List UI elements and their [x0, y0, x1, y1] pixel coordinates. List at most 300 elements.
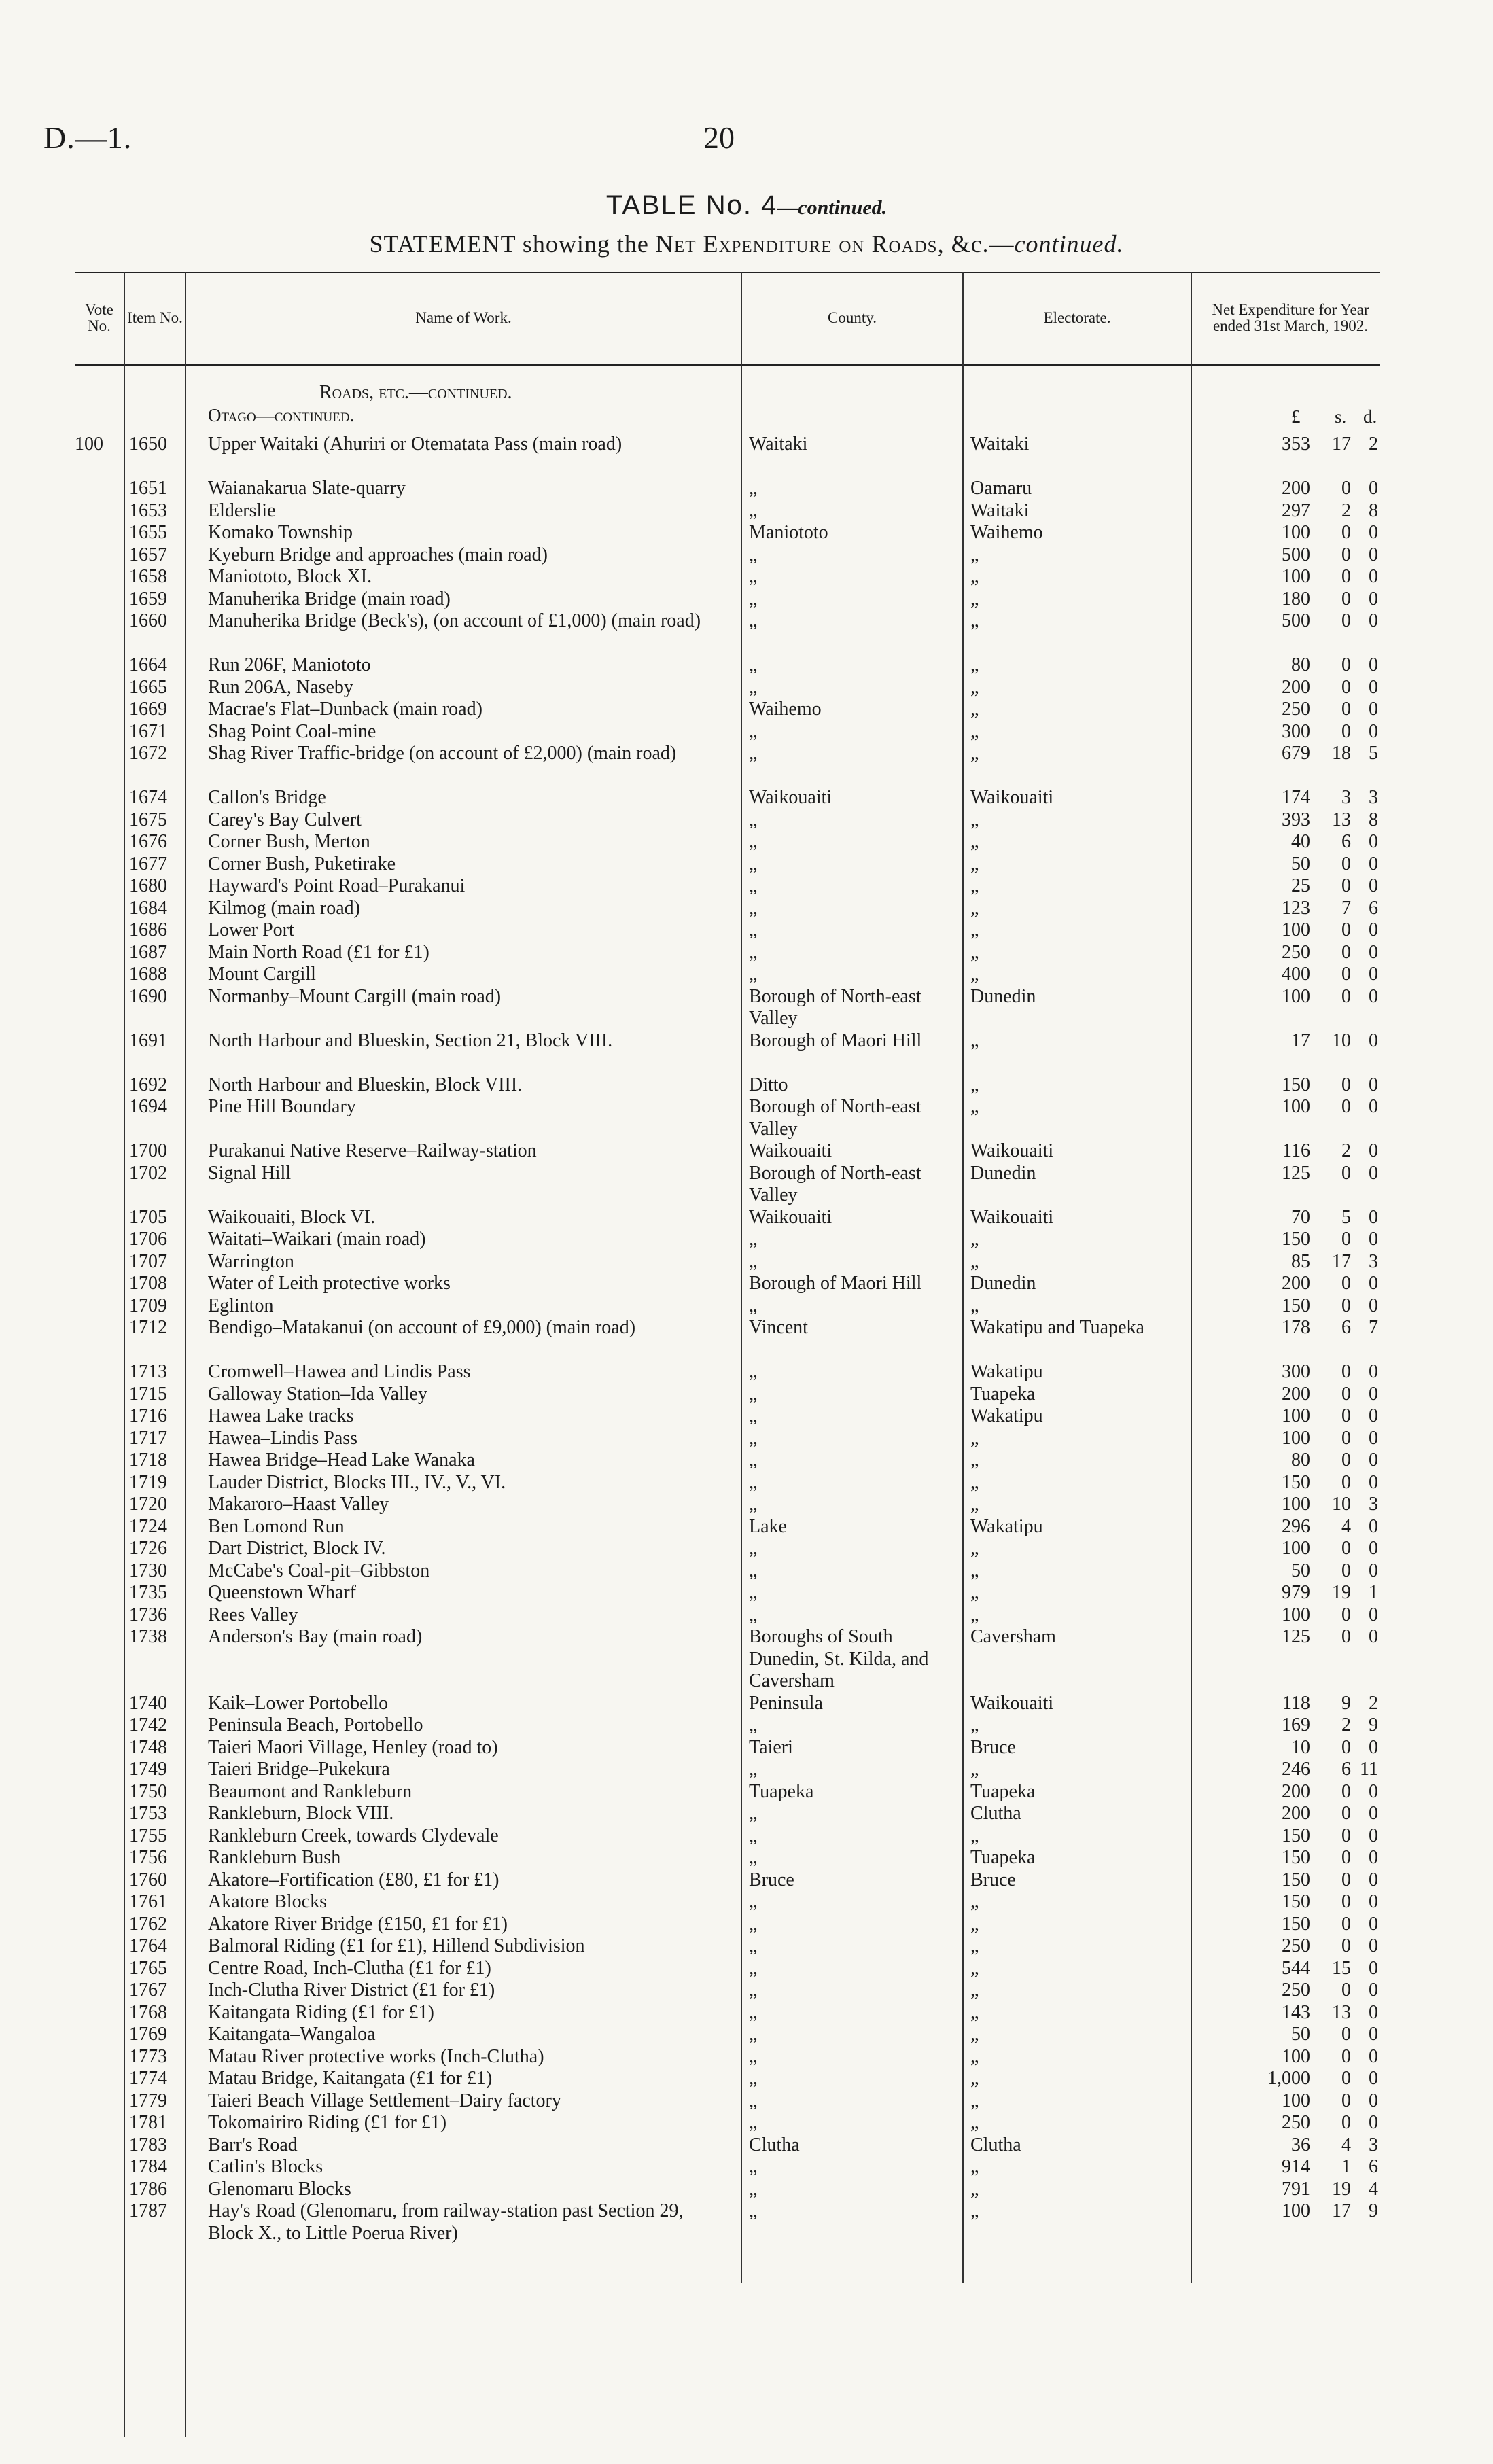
shillings-cell: 0	[1341, 1449, 1351, 1471]
electorate-cell: „	[970, 676, 979, 698]
pence-cell: 5	[1369, 743, 1378, 764]
item-number-cell: 1664	[129, 654, 167, 675]
electorate-cell: „	[970, 1714, 979, 1736]
shillings-cell: 0	[1341, 985, 1351, 1007]
shillings-cell: 2	[1341, 499, 1351, 521]
work-name-cell: Taieri Beach Village Settlement–Dairy factory	[208, 2090, 561, 2111]
subtitle-continued: continued.	[1014, 230, 1124, 258]
pence-cell: 0	[1369, 1229, 1378, 1250]
electorate-cell: Dunedin	[970, 1162, 1036, 1184]
item-number-cell: 1773	[129, 2045, 167, 2067]
shillings-cell: 0	[1341, 522, 1351, 543]
electorate-cell: „	[970, 610, 979, 631]
work-name-cell: Dart District, Block IV.	[208, 1538, 386, 1559]
work-name-cell: Mount Cargill	[208, 964, 316, 985]
work-name-cell: Makaroro–Haast Valley	[208, 1494, 389, 1515]
table-row	[0, 1693, 1493, 1715]
table-row	[0, 853, 1493, 876]
work-name-cell: McCabe's Coal-pit–Gibbston	[208, 1560, 430, 1581]
county-cell: „	[749, 1560, 758, 1581]
table-header-rule	[75, 364, 1380, 366]
table-row	[0, 677, 1493, 699]
table-row	[0, 1737, 1493, 1759]
electorate-cell: „	[970, 1471, 979, 1493]
pounds-cell: 500	[1282, 544, 1310, 565]
pence-heading: d.	[1363, 406, 1377, 427]
pounds-cell: 25	[1291, 875, 1310, 896]
shillings-cell: 0	[1341, 588, 1351, 610]
county-cell: „	[749, 2112, 758, 2133]
pounds-cell: 297	[1282, 499, 1310, 521]
work-name-cell: Hay's Road (Glenomaru, from railway-station past Section 29, Block X., to Little Poerua River)	[208, 2200, 684, 2244]
electorate-cell: Waitaki	[970, 434, 1030, 455]
item-number-cell: 1655	[129, 522, 167, 543]
work-name-cell: Waianakarua Slate-quarry	[208, 478, 406, 499]
work-name-cell: Waikouaiti, Block VI.	[208, 1206, 376, 1228]
shillings-heading: s.	[1335, 406, 1347, 427]
electorate-cell: Caversham	[970, 1626, 1056, 1647]
work-name-cell: Run 206F, Maniototo	[208, 654, 371, 675]
pounds-cell: 150	[1282, 1869, 1310, 1890]
item-number-cell: 1650	[129, 434, 167, 455]
item-number-cell: 1702	[129, 1162, 167, 1184]
item-number-cell: 1653	[129, 499, 167, 521]
county-cell: „	[749, 743, 758, 764]
item-number-cell: 1769	[129, 2024, 167, 2045]
work-name-cell: Akatore Blocks	[208, 1891, 327, 1912]
electorate-cell: „	[970, 941, 979, 963]
county-cell: „	[749, 919, 758, 940]
item-number-cell: 1705	[129, 1206, 167, 1228]
county-cell: „	[749, 2178, 758, 2200]
county-cell: Peninsula	[749, 1692, 823, 1714]
pence-cell: 0	[1369, 1427, 1378, 1449]
shillings-cell: 0	[1341, 1736, 1351, 1758]
pence-cell: 0	[1369, 1029, 1378, 1051]
work-name-cell: Manuherika Bridge (Beck's), (on account of £1,000) (main road)	[208, 610, 701, 631]
table-row	[0, 1096, 1493, 1140]
county-cell: „	[749, 2024, 758, 2045]
item-number-cell: 1717	[129, 1427, 167, 1449]
pounds-cell: 180	[1282, 588, 1310, 610]
item-number-cell: 1726	[129, 1538, 167, 1559]
pounds-cell: 679	[1282, 743, 1310, 764]
pence-cell: 0	[1369, 566, 1378, 587]
table-row	[0, 1030, 1493, 1074]
pence-cell: 0	[1369, 588, 1378, 610]
work-name-cell: Barr's Road	[208, 2134, 298, 2155]
shillings-cell: 0	[1341, 1427, 1351, 1449]
table-row	[0, 1428, 1493, 1450]
item-number-cell: 1684	[129, 897, 167, 919]
item-number-cell: 1677	[129, 853, 167, 875]
shillings-cell: 0	[1341, 1096, 1351, 1117]
item-number-cell: 1765	[129, 1957, 167, 1979]
electorate-cell: „	[970, 1295, 979, 1316]
shillings-cell: 0	[1341, 1273, 1351, 1294]
table-row	[0, 2200, 1493, 2245]
table-row	[0, 721, 1493, 743]
pounds-cell: 100	[1282, 2200, 1310, 2221]
item-number-cell: 1720	[129, 1494, 167, 1515]
county-cell: „	[749, 831, 758, 852]
table-row	[0, 1869, 1493, 1892]
table-row	[0, 1538, 1493, 1560]
pounds-cell: 80	[1291, 654, 1310, 675]
pounds-cell: 125	[1282, 1162, 1310, 1184]
electorate-cell: „	[970, 1979, 979, 2001]
pence-cell: 0	[1369, 1604, 1378, 1625]
electorate-cell: Wakatipu	[970, 1515, 1043, 1537]
table-row	[0, 1384, 1493, 1406]
pounds-cell: 200	[1282, 676, 1310, 698]
item-number-cell: 1687	[129, 941, 167, 963]
work-name-cell: Manuherika Bridge (main road)	[208, 588, 451, 610]
table-row	[0, 875, 1493, 898]
pounds-cell: 118	[1282, 1692, 1310, 1714]
item-number-cell: 1786	[129, 2178, 167, 2200]
county-cell: Waihemo	[749, 699, 822, 720]
electorate-cell: Dunedin	[970, 1273, 1036, 1294]
county-cell: „	[749, 610, 758, 631]
shillings-cell: 17	[1332, 2200, 1351, 2221]
shillings-cell: 0	[1341, 1979, 1351, 2001]
pence-cell: 0	[1369, 720, 1378, 742]
shillings-cell: 0	[1341, 2024, 1351, 2045]
shillings-cell: 4	[1341, 2134, 1351, 2155]
shillings-cell: 13	[1332, 809, 1351, 830]
work-name-cell: Waitati–Waikari (main road)	[208, 1229, 426, 1250]
table-row	[0, 2046, 1493, 2069]
table-row	[0, 1803, 1493, 1825]
work-name-cell: Beaumont and Rankleburn	[208, 1780, 412, 1802]
work-name-cell: Purakanui Native Reserve–Railway-station	[208, 1140, 537, 1161]
pence-cell: 2	[1369, 434, 1378, 455]
pounds-cell: 296	[1282, 1515, 1310, 1537]
item-number-cell: 1707	[129, 1250, 167, 1272]
table-row	[0, 1935, 1493, 1958]
pence-cell: 0	[1369, 1780, 1378, 1802]
item-number-cell: 1716	[129, 1405, 167, 1426]
col-header-name: Name of Work.	[415, 309, 512, 326]
pence-cell: 0	[1369, 1295, 1378, 1316]
shillings-cell: 0	[1341, 1560, 1351, 1581]
table-row	[0, 478, 1493, 500]
work-name-cell: Cromwell–Hawea and Lindis Pass	[208, 1361, 471, 1382]
pence-cell: 3	[1369, 1250, 1378, 1272]
item-number-cell: 1783	[129, 2134, 167, 2155]
table-row	[0, 1759, 1493, 1781]
work-name-cell: Catlin's Blocks	[208, 2156, 323, 2177]
shillings-cell: 0	[1341, 941, 1351, 963]
item-number-cell: 1665	[129, 676, 167, 698]
county-cell: „	[749, 1803, 758, 1824]
pence-cell: 0	[1369, 1074, 1378, 1095]
pence-cell: 0	[1369, 964, 1378, 985]
item-number-cell: 1671	[129, 720, 167, 742]
shillings-cell: 0	[1341, 2068, 1351, 2089]
table-row	[0, 1207, 1493, 1229]
county-cell: „	[749, 1538, 758, 1559]
table-row	[0, 1449, 1493, 1472]
work-name-cell: Komako Township	[208, 522, 353, 543]
county-cell: Ditto	[749, 1074, 788, 1095]
pounds-cell: 100	[1282, 566, 1310, 587]
table-row	[0, 1582, 1493, 1604]
work-name-cell: Rankleburn Creek, towards Clydevale	[208, 1825, 499, 1846]
pounds-cell: 150	[1282, 1295, 1310, 1316]
county-cell: „	[749, 853, 758, 875]
work-name-cell: Kyeburn Bridge and approaches (main road)	[208, 544, 548, 565]
county-cell: „	[749, 1714, 758, 1736]
pence-cell: 0	[1369, 1979, 1378, 2001]
work-name-cell: North Harbour and Blueskin, Block VIII.	[208, 1074, 523, 1095]
item-number-cell: 1660	[129, 610, 167, 631]
pounds-cell: 250	[1282, 2112, 1310, 2133]
region-heading: Otago—continued.	[208, 405, 355, 425]
item-number-cell: 1675	[129, 809, 167, 830]
work-name-cell: Signal Hill	[208, 1162, 292, 1184]
shillings-cell: 0	[1341, 1803, 1351, 1824]
table-row	[0, 1958, 1493, 1980]
pence-cell: 8	[1369, 499, 1378, 521]
item-number-cell: 1669	[129, 699, 167, 720]
county-cell: „	[749, 1229, 758, 1250]
county-cell: „	[749, 1449, 758, 1471]
pounds-cell: 150	[1282, 1074, 1310, 1095]
table-row	[0, 2156, 1493, 2179]
shillings-cell: 0	[1341, 1295, 1351, 1316]
electorate-cell: „	[970, 566, 979, 587]
pence-cell: 3	[1369, 787, 1378, 808]
work-name-cell: Tokomairiro Riding (£1 for £1)	[208, 2112, 447, 2133]
work-name-cell: Hawea–Lindis Pass	[208, 1427, 358, 1449]
pounds-cell: 979	[1282, 1582, 1310, 1603]
county-cell: „	[749, 1405, 758, 1426]
pence-cell: 0	[1369, 875, 1378, 896]
county-cell: Vincent	[749, 1317, 808, 1338]
pence-cell: 0	[1369, 1383, 1378, 1405]
item-number-cell: 1659	[129, 588, 167, 610]
electorate-cell: „	[970, 2045, 979, 2067]
work-name-cell: Inch-Clutha River District (£1 for £1)	[208, 1979, 495, 2001]
item-number-cell: 1784	[129, 2156, 167, 2177]
table-row	[0, 2068, 1493, 2090]
pounds-cell: 200	[1282, 1803, 1310, 1824]
pence-cell: 0	[1369, 1560, 1378, 1581]
electorate-cell: „	[970, 2068, 979, 2089]
shillings-cell: 4	[1341, 1515, 1351, 1537]
item-number-cell: 1735	[129, 1582, 167, 1603]
table-row	[0, 1604, 1493, 1627]
pence-cell: 0	[1369, 919, 1378, 940]
table-row	[0, 1251, 1493, 1273]
county-cell: „	[749, 588, 758, 610]
pence-cell: 0	[1369, 2001, 1378, 2023]
work-name-cell: Main North Road (£1 for £1)	[208, 941, 429, 963]
pounds-cell: 150	[1282, 1471, 1310, 1493]
electorate-cell: „	[970, 2156, 979, 2177]
pence-cell: 0	[1369, 1449, 1378, 1471]
page-number: 20	[703, 120, 735, 155]
pence-cell: 0	[1369, 1847, 1378, 1868]
work-name-cell: Rankleburn, Block VIII.	[208, 1803, 394, 1824]
pence-cell: 0	[1369, 1957, 1378, 1979]
work-name-cell: Macrae's Flat–Dunback (main road)	[208, 699, 482, 720]
item-number-cell: 1779	[129, 2090, 167, 2111]
electorate-cell: „	[970, 1096, 979, 1117]
electorate-cell: Bruce	[970, 1869, 1016, 1890]
pounds-cell: 100	[1282, 2045, 1310, 2067]
shillings-cell: 0	[1341, 853, 1351, 875]
electorate-cell: „	[970, 1449, 979, 1471]
pounds-cell: 500	[1282, 610, 1310, 631]
table-row	[0, 1317, 1493, 1361]
item-number-cell: 1709	[129, 1295, 167, 1316]
county-cell: „	[749, 544, 758, 565]
table-row	[0, 699, 1493, 721]
pence-cell: 0	[1369, 2090, 1378, 2111]
table-row	[0, 1295, 1493, 1318]
electorate-cell: Tuapeka	[970, 1780, 1036, 1802]
table-row	[0, 2002, 1493, 2024]
pounds-cell: 10	[1291, 1736, 1310, 1758]
pence-cell: 1	[1369, 1582, 1378, 1603]
county-cell: „	[749, 1957, 758, 1979]
pence-cell: 0	[1369, 1935, 1378, 1956]
table-row	[0, 522, 1493, 544]
pounds-cell: 200	[1282, 1383, 1310, 1405]
county-cell: Borough of North-east Valley	[749, 1162, 921, 1205]
pence-cell: 6	[1369, 2156, 1378, 2177]
work-name-cell: Upper Waitaki (Ahuriri or Otematata Pass (main road)	[208, 434, 622, 455]
table-row	[0, 964, 1493, 986]
pounds-cell: 914	[1282, 2156, 1310, 2177]
shillings-cell: 0	[1341, 875, 1351, 896]
document-reference: D.—1.	[43, 120, 133, 155]
shillings-cell: 0	[1341, 1471, 1351, 1493]
table-row	[0, 654, 1493, 677]
pounds-cell: 200	[1282, 1273, 1310, 1294]
pounds-cell: 123	[1282, 897, 1310, 919]
pounds-cell: 70	[1291, 1206, 1310, 1228]
work-name-cell: Kaitangata Riding (£1 for £1)	[208, 2001, 434, 2023]
vote-cell: 100	[75, 434, 103, 455]
shillings-cell: 10	[1332, 1494, 1351, 1515]
table-row	[0, 1714, 1493, 1737]
pounds-cell: 85	[1291, 1250, 1310, 1272]
county-cell: „	[749, 2200, 758, 2221]
county-cell: Tuapeka	[749, 1780, 814, 1802]
county-cell: „	[749, 1295, 758, 1316]
item-number-cell: 1672	[129, 743, 167, 764]
table-row	[0, 1494, 1493, 1516]
table-row	[0, 1825, 1493, 1848]
pounds-cell: 544	[1282, 1957, 1310, 1979]
pence-cell: 0	[1369, 478, 1378, 499]
work-name-cell: Bendigo–Matakanui (on account of £9,000) (main road)	[208, 1317, 636, 1338]
pence-cell: 9	[1369, 2200, 1378, 2221]
item-number-cell: 1680	[129, 875, 167, 896]
pence-cell: 6	[1369, 897, 1378, 919]
item-number-cell: 1767	[129, 1979, 167, 2001]
pence-cell: 0	[1369, 676, 1378, 698]
pence-cell: 7	[1369, 1317, 1378, 1338]
pence-cell: 0	[1369, 1471, 1378, 1493]
electorate-cell: „	[970, 1604, 979, 1625]
pounds-cell: 150	[1282, 1913, 1310, 1935]
shillings-cell: 0	[1341, 1604, 1351, 1625]
electorate-cell: „	[970, 1957, 979, 1979]
table-row	[0, 1472, 1493, 1494]
pence-cell: 0	[1369, 610, 1378, 631]
work-name-cell: Corner Bush, Puketirake	[208, 853, 396, 875]
county-cell: „	[749, 1582, 758, 1603]
county-cell: Waikouaiti	[749, 787, 832, 808]
pounds-cell: 250	[1282, 1979, 1310, 2001]
shillings-cell: 0	[1341, 1780, 1351, 1802]
shillings-cell: 0	[1341, 566, 1351, 587]
shillings-cell: 5	[1341, 1206, 1351, 1228]
work-name-cell: Anderson's Bay (main road)	[208, 1626, 423, 1647]
shillings-cell: 19	[1332, 1582, 1351, 1603]
shillings-cell: 3	[1341, 787, 1351, 808]
table-row	[0, 1361, 1493, 1384]
pence-cell: 0	[1369, 1913, 1378, 1935]
work-name-cell: Balmoral Riding (£1 for £1), Hillend Subdivision	[208, 1935, 585, 1956]
table-title-main: TABLE No. 4	[605, 190, 778, 220]
table-row	[0, 2112, 1493, 2134]
work-name-cell: Taieri Maori Village, Henley (road to)	[208, 1736, 498, 1758]
county-cell: „	[749, 1847, 758, 1868]
shillings-cell: 15	[1332, 1957, 1351, 1979]
pence-cell: 0	[1369, 1096, 1378, 1117]
work-name-cell: Hawea Lake tracks	[208, 1405, 354, 1426]
pounds-cell: 169	[1282, 1714, 1310, 1736]
item-number-cell: 1676	[129, 831, 167, 852]
work-name-cell: Akatore River Bridge (£150, £1 for £1)	[208, 1913, 508, 1935]
work-name-cell: Galloway Station–Ida Valley	[208, 1383, 427, 1405]
electorate-cell: „	[970, 1538, 979, 1559]
work-name-cell: Carey's Bay Culvert	[208, 809, 362, 830]
pounds-cell: 246	[1282, 1759, 1310, 1780]
county-cell: Borough of Maori Hill	[749, 1029, 922, 1051]
item-number-cell: 1708	[129, 1273, 167, 1294]
pounds-cell: 100	[1282, 985, 1310, 1007]
county-cell: Bruce	[749, 1869, 794, 1890]
item-number-cell: 1742	[129, 1714, 167, 1736]
item-number-cell: 1674	[129, 787, 167, 808]
county-cell: „	[749, 1427, 758, 1449]
table-row	[0, 566, 1493, 588]
pounds-cell: 250	[1282, 941, 1310, 963]
shillings-cell: 2	[1341, 1714, 1351, 1736]
pence-cell: 0	[1369, 2024, 1378, 2045]
pounds-cell: 100	[1282, 1405, 1310, 1426]
electorate-cell: „	[970, 743, 979, 764]
pence-cell: 0	[1369, 1891, 1378, 1912]
electorate-cell: Waihemo	[970, 522, 1043, 543]
electorate-cell: „	[970, 831, 979, 852]
pounds-cell: 36	[1291, 2134, 1310, 2155]
work-name-cell: Taieri Bridge–Pukekura	[208, 1759, 390, 1780]
pence-cell: 0	[1369, 544, 1378, 565]
pence-cell: 0	[1369, 1515, 1378, 1537]
pence-cell: 0	[1369, 1736, 1378, 1758]
table-row	[0, 831, 1493, 853]
pounds-cell: 300	[1282, 720, 1310, 742]
pounds-cell: 100	[1282, 522, 1310, 543]
